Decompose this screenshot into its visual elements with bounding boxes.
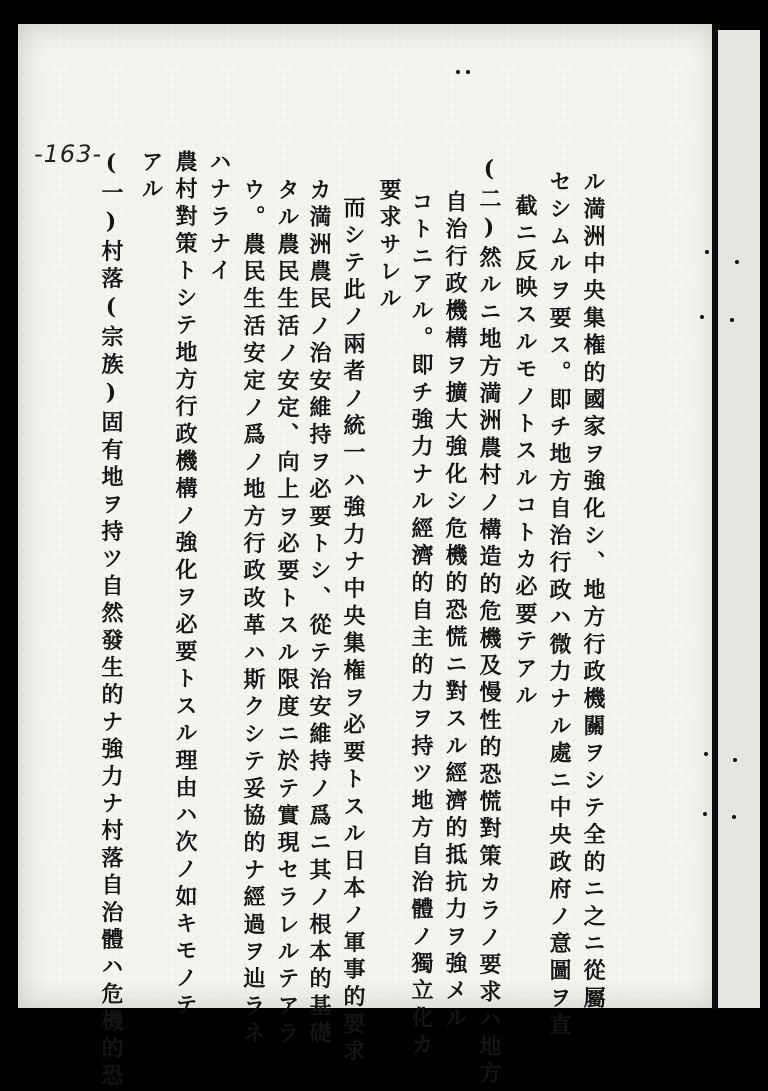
scan-speck bbox=[705, 250, 709, 254]
text-column-3: 截ニ反映スルモノトスルコトカ必要テアル bbox=[512, 194, 538, 711]
scan-speck bbox=[456, 70, 460, 74]
text-column-13: 農村對策トシテ地方行政機構ノ強化ヲ必要トスル理由ハ次ノ如キモノテ bbox=[172, 150, 198, 1021]
adjacent-page-edge bbox=[718, 30, 760, 1008]
scan-speck bbox=[703, 812, 707, 816]
text-column-7: 要求サレル bbox=[376, 178, 402, 314]
scan-speck bbox=[733, 758, 737, 762]
text-column-9: カ満洲農民ノ治安維持ヲ必要トシ、從テ治安維持ノ爲ニ其ノ根本的基礎 bbox=[306, 178, 332, 1049]
text-column-4: (二)然ルニ地方満洲農村ノ構造的危機及慢性的恐慌對策カラノ要求ハ地方 bbox=[476, 156, 502, 1089]
text-column-10: タル農民生活ノ安定、向上ヲ必要トスル限度ニ於テ實現セラレルテアラ bbox=[274, 178, 300, 1049]
text-column-11: ウ。農民生活安定ノ爲ノ地方行政改革ハ斯クシテ妥協的ナ經過ヲ辿ラネ bbox=[240, 178, 266, 1049]
text-column-6: コトニアル。即チ強力ナル經濟的自主的力ヲ持ツ地方自治體ノ獨立化カ bbox=[408, 190, 434, 1061]
scan-speck bbox=[735, 260, 739, 264]
text-column-5: 自治行政機構ヲ擴大強化シ危機的恐慌ニ對スル經濟的抵抗力ヲ強メル bbox=[442, 190, 468, 1034]
text-column-14: アル bbox=[138, 150, 164, 205]
text-column-8: 而シテ此ノ兩者ノ統一ハ強力ナ中央集権ヲ必要トスル日本ノ軍事的要求 bbox=[340, 196, 366, 1067]
text-column-15: (一)村落(宗族)固有地ヲ持ツ自然發生的ナ強力ナ村落自治體ハ危機的恐 bbox=[98, 150, 124, 1091]
scan-speck bbox=[704, 752, 708, 756]
text-column-1: ル満洲中央集権的國家ヲ強化シ、地方行政機關ヲシテ全的ニ之ニ從屬 bbox=[580, 170, 606, 1014]
text-column-2: セシムルヲ要ス。即チ地方自治行政ハ微力ナル處ニ中央政府ノ意圖ヲ直 bbox=[546, 170, 572, 1041]
scan-speck bbox=[700, 315, 704, 319]
scan-speck bbox=[730, 318, 734, 322]
scan-speck bbox=[466, 70, 470, 74]
scan-speck bbox=[732, 815, 736, 819]
text-column-12: ハナラナイ bbox=[206, 150, 232, 286]
page-number: -163- bbox=[34, 140, 103, 168]
